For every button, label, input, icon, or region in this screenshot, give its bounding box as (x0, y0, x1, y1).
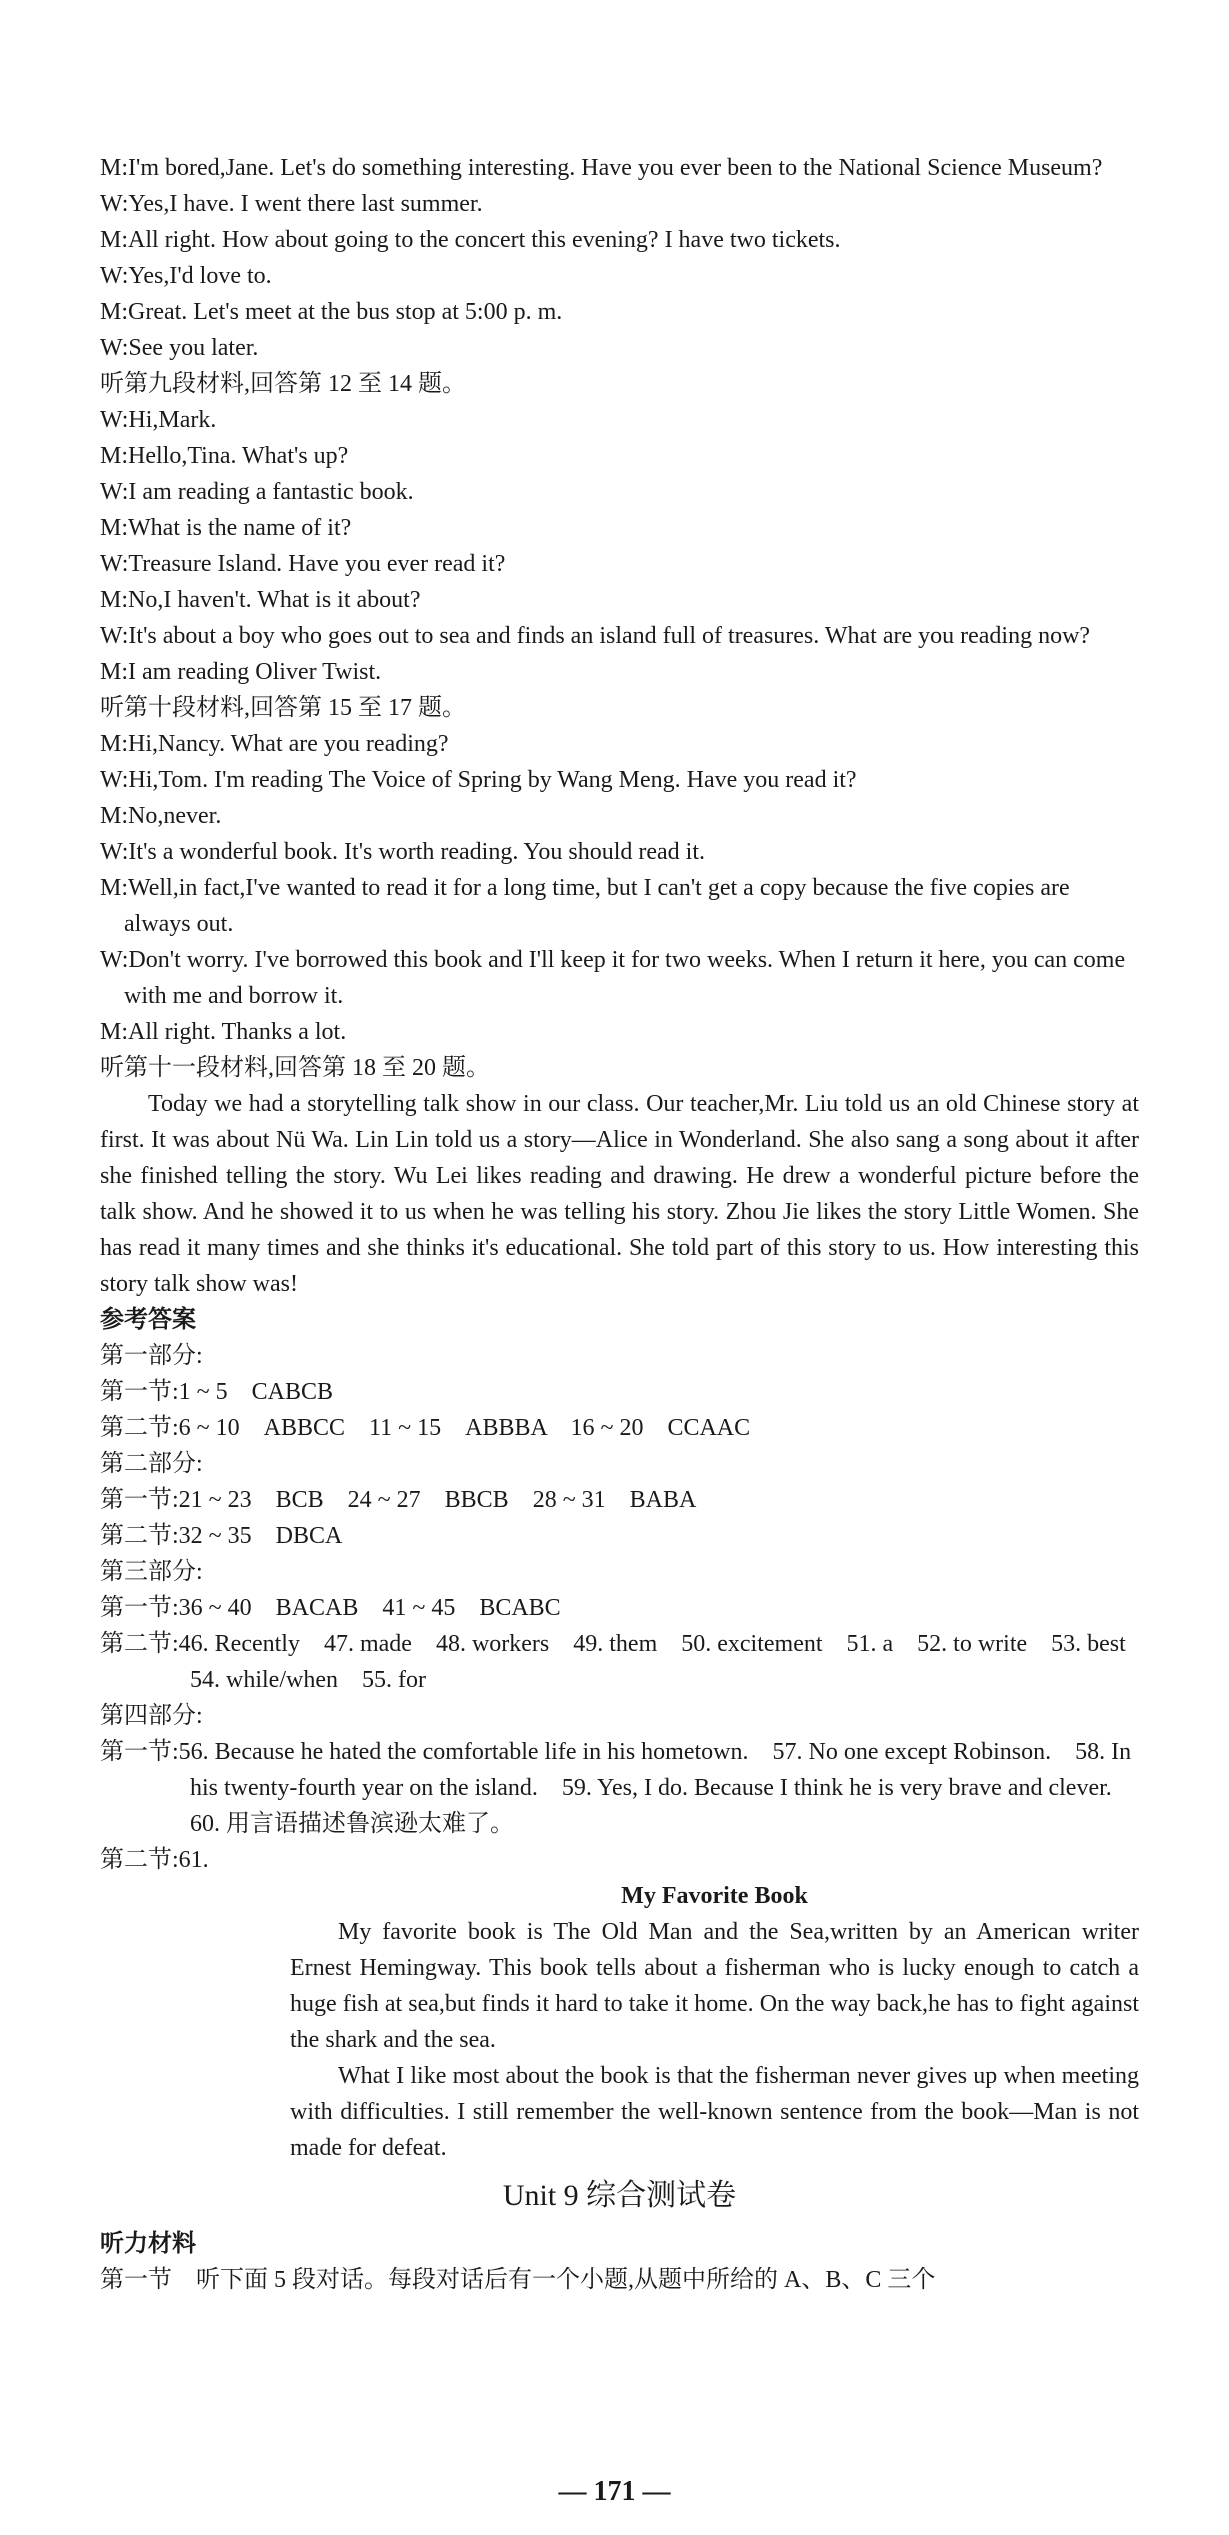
answer-line: 第二节:32 ~ 35 DBCA (100, 1523, 343, 1549)
answer-line: 第一节:1 ~ 5 CABCB (100, 1379, 334, 1405)
dialogue-line: W:Hi,Mark. (100, 407, 217, 433)
answer-line: 第二节:61. (100, 1847, 209, 1873)
essay-paragraph: What I like most about the book is that the fisherman never gives up when meeting with difficulties. I still remember the well-known sentence from the book—Man is not made for defeat. (290, 2063, 1139, 2161)
dialogue-line: M:I'm bored,Jane. Let's do something interesting. Have you ever been to the National Science Museum? (100, 155, 1103, 181)
dialogue-line: M:I am reading Oliver Twist. (100, 659, 382, 685)
dialogue-line: M:Hello,Tina. What's up? (100, 443, 349, 469)
answer-line: 第二节:46. Recently 47. made 48. workers 49. them 50. excitement 51. a 52. to write 53. best 54. while/when 55. for (100, 1631, 1150, 1693)
story-paragraph: Today we had a storytelling talk show in our class. Our teacher,Mr. Liu told us an old Chinese story at first. It was about Nü Wa. Lin Lin told us a story—Alice in Wonderland. She also sang a song about it after she finished telling the story. Wu Lei likes reading and drawing. He drew a wonderful picture before the talk show. And he showed it to us when he was telling his story. Zhou Jie likes the story Little Women. She has read it many times and she thinks it's educational. She told part of this story to us. How interesting this story talk show was! (100, 1091, 1139, 1297)
dialogue-line: M:All right. How about going to the concert this evening? I have two tickets. (100, 227, 841, 253)
answer-part: 第三部分: (100, 1559, 203, 1585)
section-heading: 听第十一段材料,回答第 18 至 20 题。 (100, 1055, 490, 1081)
dialogue-line: M:Hi,Nancy. What are you reading? (100, 731, 449, 757)
essay-block (100, 1878, 1139, 2166)
dialogue-line: W:Hi,Tom. I'm reading The Voice of Spring by Wang Meng. Have you read it? (100, 767, 857, 793)
essay-title: My Favorite Book (621, 1883, 808, 1909)
dialogue-line: M:No,I haven't. What is it about? (100, 587, 421, 613)
listening-heading: 听力材料 (100, 2231, 196, 2257)
instruction-line: 第一节 听下面 5 段对话。每段对话后有一个小题,从题中所给的 A、B、C 三个 (100, 2267, 936, 2293)
dialogue-line: M:All right. Thanks a lot. (100, 1019, 347, 1045)
answers-heading: 参考答案 (100, 1307, 196, 1333)
dialogue-line: W:Treasure Island. Have you ever read it? (100, 551, 506, 577)
dialogue-line: M:Well,in fact,I've wanted to read it for a long time, but I can't get a copy because the five copies are always out. (100, 875, 1070, 937)
answer-line: 第一节:36 ~ 40 BACAB 41 ~ 45 BCABC (100, 1595, 561, 1621)
essay-paragraph: My favorite book is The Old Man and the Sea,written by an American writer Ernest Hemingway. This book tells about a fisherman who is lucky enough to catch a huge fish at sea,but finds it hard to take it home. On the way back,he has to fight against the shark and the sea. (290, 1919, 1139, 2053)
dialogue-line: M:No,never. (100, 803, 222, 829)
dialogue-line: W:Yes,I'd love to. (100, 263, 272, 289)
dialogue-line: W:See you later. (100, 335, 259, 361)
unit-title: Unit 9 综合测试卷 (502, 2179, 737, 2212)
section-heading: 听第十段材料,回答第 15 至 17 题。 (100, 695, 466, 721)
dialogue-line: M:What is the name of it? (100, 515, 352, 541)
answer-part: 第四部分: (100, 1703, 203, 1729)
answer-part: 第一部分: (100, 1343, 203, 1369)
dialogue-line: W:Don't worry. I've borrowed this book and I'll keep it for two weeks. When I return it here, you can come with me and borrow it. (100, 947, 1126, 1009)
dialogue-line: W:It's a wonderful book. It's worth reading. You should read it. (100, 839, 706, 865)
dialogue-line: W:I am reading a fantastic book. (100, 479, 414, 505)
answer-line: 第一节:21 ~ 23 BCB 24 ~ 27 BBCB 28 ~ 31 BABA (100, 1487, 697, 1513)
dialogue-line: W:Yes,I have. I went there last summer. (100, 191, 483, 217)
section-heading: 听第九段材料,回答第 12 至 14 题。 (100, 371, 466, 397)
answer-part: 第二部分: (100, 1451, 203, 1477)
dialogue-line: M:Great. Let's meet at the bus stop at 5:00 p. m. (100, 299, 563, 325)
page-number: — 171 — (558, 2476, 671, 2507)
answer-line: 第一节:56. Because he hated the comfortable life in his hometown. 57. No one except Robinson. 58. In his twenty-fourth year on the island. 59. Yes, I do. Because I think he is very brave and clever. 60. 用言语描述鲁滨逊太难了。 (100, 1739, 1136, 1837)
dialogue-line: W:It's about a boy who goes out to sea and finds an island full of treasures. What are you reading now? (100, 623, 1091, 649)
answer-line: 第二节:6 ~ 10 ABBCC 11 ~ 15 ABBBA 16 ~ 20 CCAAC (100, 1415, 751, 1441)
